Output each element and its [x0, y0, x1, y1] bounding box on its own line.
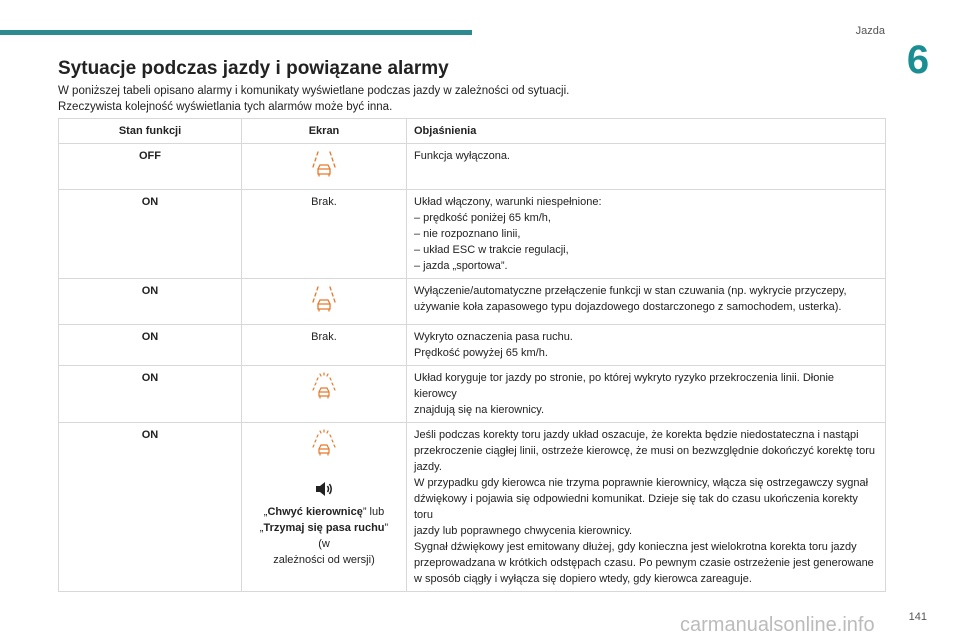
table-row — [59, 423, 886, 592]
explanation-line: znajdują się na kierownicy. — [414, 404, 545, 416]
explanation-line: Sygnał dźwiękowy jest emitowany dłużej, gdy konieczna jest wielokrotna korekta toru jazdy — [414, 541, 857, 553]
explanation-line: przeprowadzana w krótkich odstępach czasu. Po pewnym czasie ostrzeżenie jest generowane — [414, 557, 874, 569]
quote-open: „ — [263, 506, 268, 518]
message-connector: ” (w — [318, 522, 389, 550]
table-row — [59, 144, 886, 190]
message-connector: ” lub — [362, 506, 385, 518]
chapter-number: 6 — [906, 38, 930, 82]
quote-open: „ — [259, 522, 264, 534]
explanation-line: Prędkość powyżej 65 km/h. — [414, 347, 548, 359]
explanation-line: w sposób ciągły i wyłącza się dopiero wtedy, gdy kierowca zareaguje. — [414, 573, 752, 585]
page-title: Sytuacje podczas jazdy i powiązane alarmy — [58, 58, 449, 79]
explanation-cell — [407, 279, 886, 325]
table-row — [59, 279, 886, 325]
explanation-line: dźwiękowy i pojawia się odpowiedni komunikat. Dzieje się tak do czasu ukończenia korekty toru — [414, 493, 858, 521]
explanation-line: Funkcja wyłączona. — [414, 150, 510, 162]
screen-cell — [242, 144, 407, 190]
status-cell: ON — [59, 423, 242, 592]
header-accent-bar — [0, 30, 472, 35]
explanation-line: Układ koryguje tor jazdy po stronie, po której wykryto ryzyko przekroczenia linii. Dłonie kierowcy — [414, 372, 835, 400]
explanation-cell — [407, 190, 886, 279]
screen-cell: Brak. — [242, 190, 407, 279]
explanation-cell — [407, 366, 886, 423]
intro-line: Rzeczywista kolejność wyświetlania tych alarmów może być inna. — [58, 101, 393, 113]
lane-departure-icon — [309, 150, 339, 178]
message-keep-lane: Trzymaj się pasa ruchu — [263, 522, 385, 534]
explanation-line: Jeśli podczas korekty toru jazdy układ oszacuje, że korekta będzie niedostateczna i nastąpi — [414, 429, 859, 441]
column-header-status: Stan funkcji — [59, 119, 242, 144]
explanation-line: Wyłączenie/automatyczne przełączenie funkcji w stan czuwania (np. wykrycie przyczepy, — [414, 285, 847, 297]
explanation-cell — [407, 144, 886, 190]
speaker-icon — [314, 480, 334, 498]
status-cell: ON — [59, 366, 242, 423]
table-row — [59, 325, 886, 366]
explanation-line: Układ włączony, warunki niespełnione: — [414, 196, 602, 208]
status-cell: ON — [59, 190, 242, 279]
screen-cell — [242, 423, 407, 592]
message-grip-wheel: Chwyć kierownicę — [267, 506, 363, 518]
lane-departure-active-icon — [309, 429, 339, 457]
explanation-line: W przypadku gdy kierowca nie trzyma poprawnie kierownicy, włącza się ostrzegawczy sygnał — [414, 477, 869, 489]
status-cell: ON — [59, 325, 242, 366]
table-row — [59, 366, 886, 423]
explanation-line: – jazda „sportowa”. — [414, 260, 508, 272]
status-cell: ON — [59, 279, 242, 325]
intro-text — [58, 83, 569, 115]
table-header-row — [59, 119, 886, 144]
explanation-line: – nie rozpoznano linii, — [414, 228, 521, 240]
screen-cell: Brak. — [242, 325, 407, 366]
page-number: 141 — [908, 611, 927, 623]
table-row — [59, 190, 886, 279]
explanation-line: jazdy. — [414, 461, 442, 473]
intro-line: W poniższej tabeli opisano alarmy i komunikaty wyświetlane podczas jazdy w zależności od sytuacji. — [58, 85, 570, 97]
message-version-note: zależności od wersji) — [273, 554, 375, 566]
explanation-line: Wykryto oznaczenia pasa ruchu. — [414, 331, 573, 343]
explanation-line: – układ ESC w trakcie regulacji, — [414, 244, 569, 256]
watermark: carmanualsonline.info — [680, 614, 875, 636]
alarms-table — [58, 118, 886, 592]
screen-cell — [242, 366, 407, 423]
explanation-cell — [407, 325, 886, 366]
explanation-line: – prędkość poniżej 65 km/h, — [414, 212, 551, 224]
screen-message — [249, 504, 399, 568]
status-cell: OFF — [59, 144, 242, 190]
column-header-screen: Ekran — [242, 119, 407, 144]
explanation-cell — [407, 423, 886, 592]
column-header-explanation: Objaśnienia — [407, 119, 886, 144]
explanation-line: jazdy lub poprawnego chwycenia kierownicy. — [414, 525, 633, 537]
section-name: Jazda — [855, 25, 885, 37]
explanation-line: przekroczenie ciągłej linii, ostrzeże kierowcę, że musi on bezwzględnie dokończyć korektę toru — [414, 445, 875, 457]
lane-departure-active-icon — [309, 372, 339, 400]
screen-cell — [242, 279, 407, 325]
explanation-line: używanie koła zapasowego typu dojazdowego dostarczonego z samochodem, usterka). — [414, 301, 842, 313]
lane-departure-icon — [309, 285, 339, 313]
